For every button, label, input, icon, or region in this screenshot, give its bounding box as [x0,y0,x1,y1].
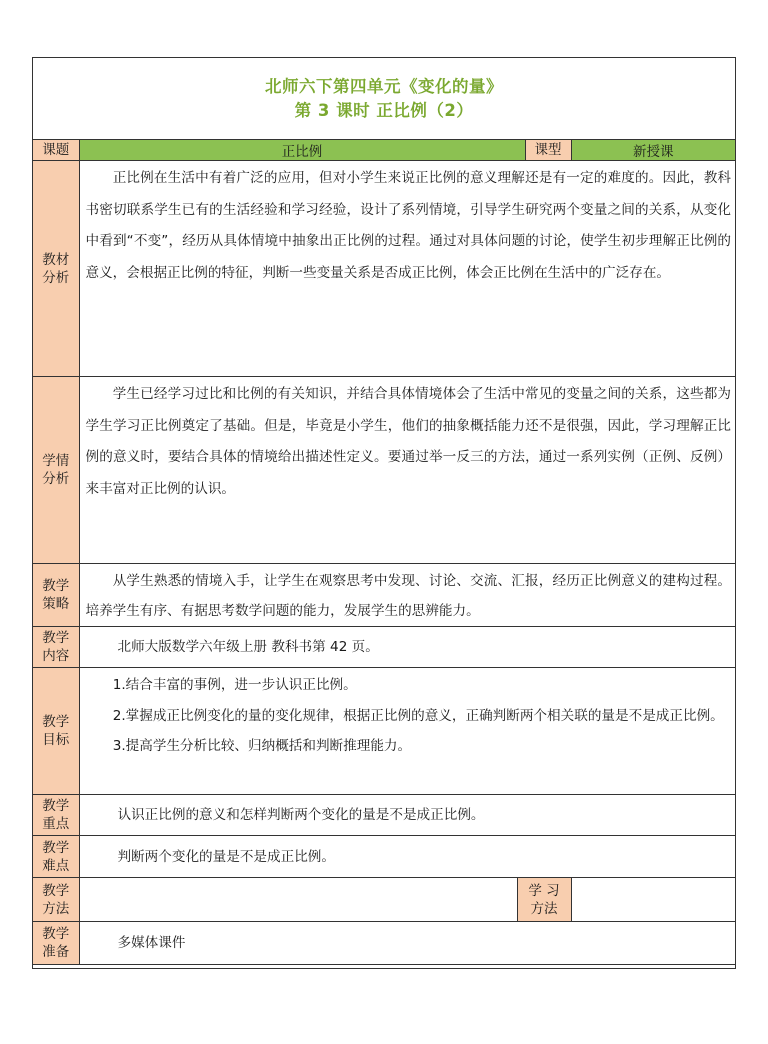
methods-label: 教学 方法 [33,878,79,922]
material-text-cell [79,161,735,377]
document-title [33,58,735,140]
learners-text-cell [79,377,735,564]
goal-item: 3.提高学生分析比较、归纳概括和判断推理能力。 [112,738,412,754]
material-label: 教材 分析 [33,161,79,377]
learners-text: 学生已经学习过比和比例的有关知识，并结合具体情境体会了生活中常见的变量之间的关系，这些都为学生学习正比例奠定了基础。但是，毕竟是小学生，他们的抽象概括能力还不是很强，因此，学习理解正比例的意义时，要结合具体的情境给出描述性定义。要通过举一反三的方法，通过一系列实例（正例、反例）来丰富对正比例的认识。 [85,386,732,497]
content-label: 教学 内容 [33,627,79,668]
strategy-row [33,564,735,627]
header-row [33,140,735,161]
lesson-title: 第 3 课时 正比例（2） [294,101,474,120]
study-methods-value [571,878,735,922]
learners-label: 学情 分析 [33,377,79,564]
material-row [33,161,735,377]
key-points-text: 认识正比例的意义和怎样判断两个变化的量是不是成正比例。 [79,795,735,836]
difficulties-text: 判断两个变化的量是不是成正比例。 [79,836,735,878]
preparation-text: 多媒体课件 [79,922,735,965]
methods-row [33,878,735,922]
material-text: 正比例在生活中有着广泛的应用，但对小学生来说正比例的意义理解还是有一定的难度的。因此，教科书密切联系学生已有的生活经验和学习经验，设计了系列情境，引导学生研究两个变量之间的关系，从变化中看到“不变”，经历从具体情境中抽象出正比例的过程。通过对具体问题的讨论，使学生初步理解正比例的意义，会根据正比例的特征，判断一些变量关系是否成正比例，体会正比例在生活中的广泛存在。 [85,170,732,281]
strategy-text: 从学生熟悉的情境入手，让学生在观察思考中发现、讨论、交流、汇报，经历正比例意义的建构过程。培养学生有序、有据思考数学问题的能力，发展学生的思辨能力。 [85,573,732,619]
difficulties-label: 教学 难点 [33,836,79,878]
goals-row [33,668,735,795]
goals-cell [79,668,735,795]
lesson-plan-sheet [32,57,736,969]
content-row [33,627,735,668]
topic-label: 课题 [33,140,79,161]
unit-title: 北师六下第四单元《变化的量》 [265,77,503,96]
goal-item: 1.结合丰富的事例，进一步认识正比例。 [112,677,357,693]
goal-item: 2.掌握成正比例变化的量的变化规律，根据正比例的意义，正确判断两个相关联的量是不是成正比例。 [112,707,724,724]
content-text: 北师大版数学六年级上册 教科书第 42 页。 [79,627,735,668]
type-value: 新授课 [571,140,735,161]
key-points-row [33,795,735,836]
study-methods-label: 学 习 方法 [517,878,571,922]
preparation-row [33,922,735,965]
key-points-label: 教学 重点 [33,795,79,836]
strategy-text-cell [79,564,735,627]
methods-value [79,878,517,922]
strategy-label: 教学 策略 [33,564,79,627]
learners-row [33,377,735,564]
difficulties-row [33,836,735,878]
topic-value: 正比例 [79,140,525,161]
lesson-table [33,140,735,965]
type-label: 课型 [525,140,571,161]
goals-label: 教学 目标 [33,668,79,795]
preparation-label: 教学 准备 [33,922,79,965]
